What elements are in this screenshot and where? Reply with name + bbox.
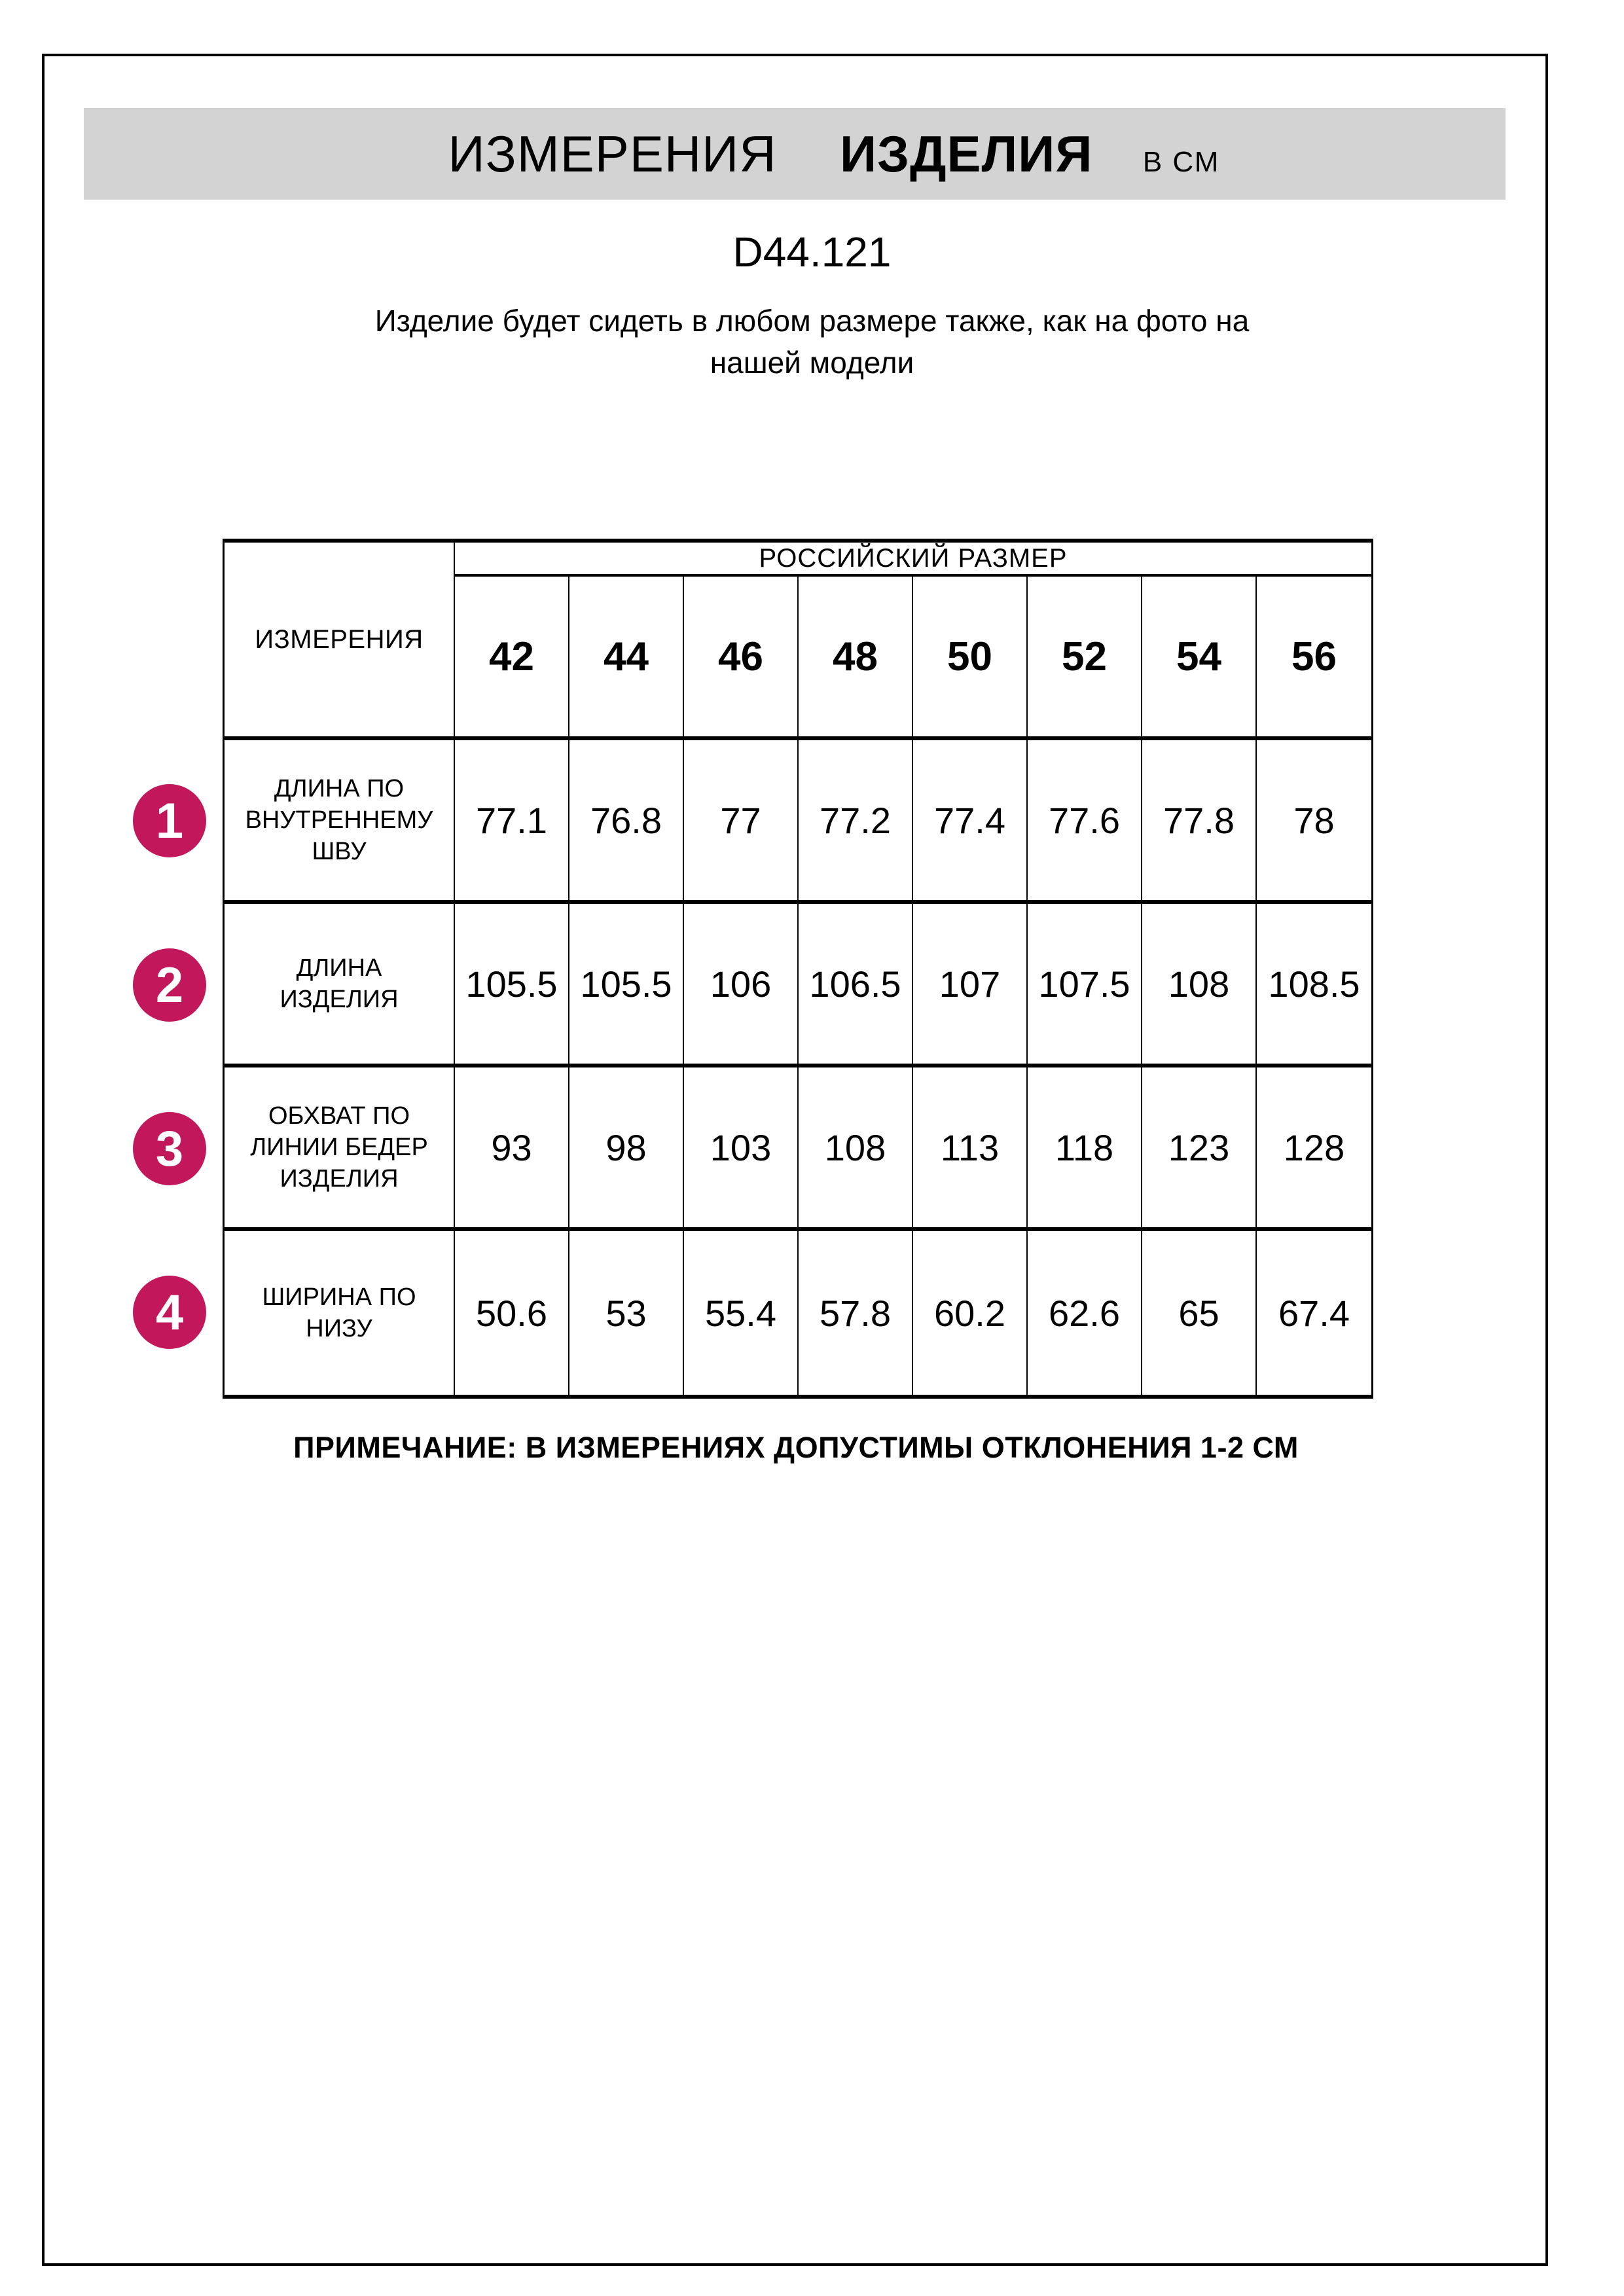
subtitle-line-1: Изделие будет сидеть в любом размере также, как на фото на — [374, 304, 1250, 338]
measurement-value-cell: 76.8 — [569, 740, 684, 904]
row-number-badge-3: 3 — [133, 1112, 206, 1185]
measurement-value-cell: 62.6 — [1028, 1231, 1142, 1395]
size-col-header-46: 46 — [684, 577, 799, 740]
page-title-product: ИЗДЕЛИЯ — [840, 125, 1093, 183]
row-label-hip-girth: ОБХВАТ ПО ЛИНИИ БЕДЕР ИЗДЕЛИЯ — [225, 1067, 455, 1231]
measurement-value-cell: 128 — [1257, 1067, 1371, 1231]
size-col-header-42: 42 — [455, 577, 569, 740]
size-col-header-48: 48 — [799, 577, 913, 740]
size-col-header-44: 44 — [569, 577, 684, 740]
size-col-header-52: 52 — [1028, 577, 1142, 740]
measurement-value-cell: 55.4 — [684, 1231, 799, 1395]
size-col-header-50: 50 — [913, 577, 1028, 740]
measurement-value-cell: 60.2 — [913, 1231, 1028, 1395]
size-col-header-54: 54 — [1142, 577, 1257, 740]
row-number-badge-1: 1 — [133, 784, 206, 857]
subtitle — [0, 300, 1624, 384]
measurement-value-cell: 106.5 — [799, 904, 913, 1067]
measurement-value-cell: 93 — [455, 1067, 569, 1231]
page-title — [448, 108, 1220, 215]
header-bar — [84, 108, 1506, 200]
measurement-value-cell: 77.4 — [913, 740, 1028, 904]
row-number-badge-2: 2 — [133, 948, 206, 1022]
measurement-value-cell: 107.5 — [1028, 904, 1142, 1067]
model-code: D44.121 — [732, 228, 892, 276]
measurement-value-cell: 103 — [684, 1067, 799, 1231]
measurement-value-cell: 105.5 — [569, 904, 684, 1067]
table-corner-header: ИЗМЕРЕНИЯ — [225, 543, 455, 740]
measurement-value-cell: 108.5 — [1257, 904, 1371, 1067]
subtitle-line-2: нашей модели — [710, 346, 914, 380]
measurement-value-cell: 50.6 — [455, 1231, 569, 1395]
measurement-value-cell: 113 — [913, 1067, 1028, 1231]
measurement-value-cell: 77.2 — [799, 740, 913, 904]
measurement-value-cell: 78 — [1257, 740, 1371, 904]
measurement-value-cell: 106 — [684, 904, 799, 1067]
measurement-value-cell: 77.8 — [1142, 740, 1257, 904]
row-label-bottom-width: ШИРИНА ПО НИЗУ — [225, 1231, 455, 1395]
row-label-product-length: ДЛИНА ИЗДЕЛИЯ — [225, 904, 455, 1067]
size-col-header-56: 56 — [1257, 577, 1371, 740]
measurement-value-cell: 108 — [1142, 904, 1257, 1067]
tolerance-note: ПРИМЕЧАНИЕ: В ИЗМЕРЕНИЯХ ДОПУСТИМЫ ОТКЛОНЕНИЯ 1-2 СМ — [293, 1431, 1299, 1464]
measurement-value-cell: 108 — [799, 1067, 913, 1231]
measurement-value-cell: 53 — [569, 1231, 684, 1395]
measurement-value-cell: 65 — [1142, 1231, 1257, 1395]
row-number-badge-4: 4 — [133, 1276, 206, 1349]
page-title-units: В СМ — [1142, 146, 1220, 178]
measurement-value-cell: 105.5 — [455, 904, 569, 1067]
measurement-value-cell: 98 — [569, 1067, 684, 1231]
measurement-value-cell: 107 — [913, 904, 1028, 1067]
measurement-value-cell: 118 — [1028, 1067, 1142, 1231]
russian-size-header: РОССИЙСКИЙ РАЗМЕР — [455, 543, 1371, 577]
measurement-value-cell: 67.4 — [1278, 1292, 1350, 1334]
measurement-value-cell: 77 — [684, 740, 799, 904]
measurement-value-cell: 77.6 — [1028, 740, 1142, 904]
measurement-value-cell: 123 — [1142, 1067, 1257, 1231]
measurement-value-cell: 57.8 — [799, 1231, 913, 1395]
size-table — [223, 539, 1373, 1399]
measurement-value-cell: 77.1 — [455, 740, 569, 904]
row-label-inseam-length: ДЛИНА ПО ВНУТРЕННЕМУ ШВУ — [225, 740, 455, 904]
page-title-measurements: ИЗМЕРЕНИЯ — [448, 125, 777, 183]
